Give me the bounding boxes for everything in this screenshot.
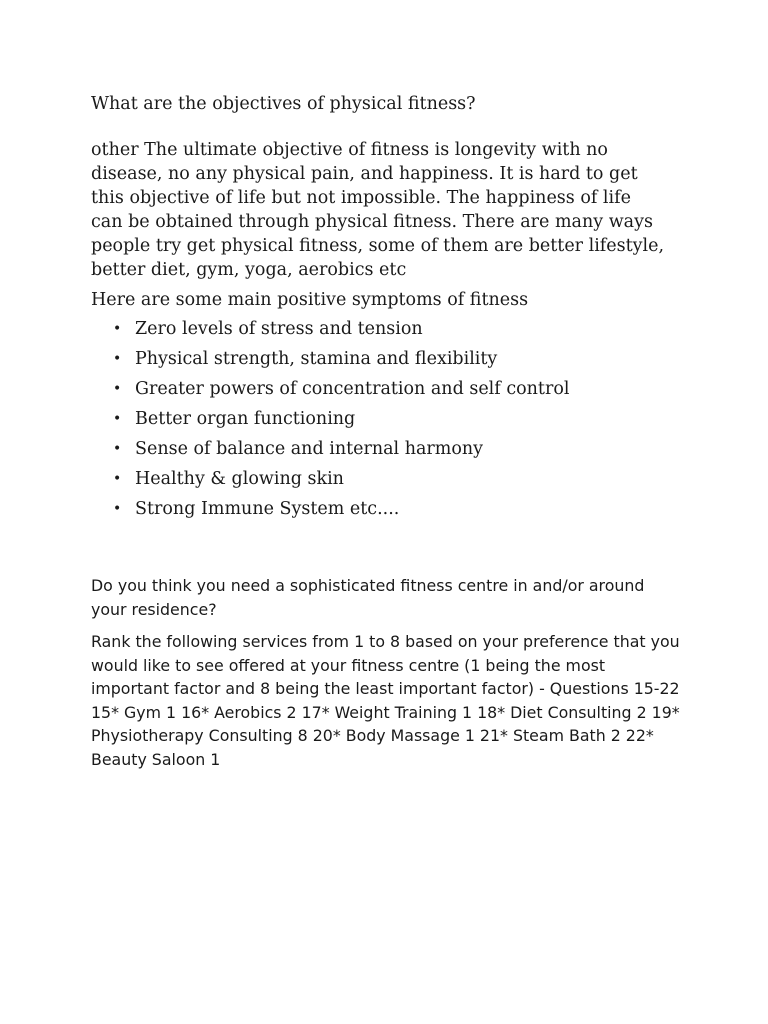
list-item-text: Strong Immune System etc....: [135, 499, 400, 519]
bullet-icon: •: [113, 381, 122, 397]
list-item: [91, 494, 691, 524]
survey-rank-paragraph: Rank the following services from 1 to 8 based on your preference that you would like to see offered at your fitness centre (1 being the most important factor and 8 being the least important factor) - Questions 15-22 15* Gym 1 16* Aerobics 2 17* Weight Training 1 18* Diet Consulting 2 19* Physiotherapy Consulting 8 20* Body Massage 1 21* Steam Bath 2 22* Beauty Saloon 1: [91, 632, 680, 769]
list-item-text: Greater powers of concentration and self control: [135, 379, 570, 399]
bullet-icon: •: [113, 441, 122, 457]
list-item-text: Sense of balance and internal harmony: [135, 439, 484, 459]
list-item: [91, 314, 691, 344]
answer-paragraph: other The ultimate objective of fitness is longevity with no disease, no any physical pain, and happiness. It is hard to get this objective of life but not impossible. The happiness of life can be obtained through physical fitness. There are many ways people try get physical fitness, some of them are better lifestyle, better diet, gym, yoga, aerobics etc: [91, 140, 665, 280]
list-item: [91, 404, 691, 434]
question-heading: What are the objectives of physical fitness?: [91, 94, 476, 114]
bullet-icon: •: [113, 411, 122, 427]
bullet-icon: •: [113, 501, 122, 517]
list-item: [91, 374, 691, 404]
list-item: [91, 344, 691, 374]
list-item-text: Zero levels of stress and tension: [135, 319, 423, 339]
survey-question: Do you think you need a sophisticated fitness centre in and/or around your residence?: [91, 576, 645, 619]
bullet-icon: •: [113, 321, 122, 337]
list-item: [91, 434, 691, 464]
document-page: [91, 92, 691, 771]
symptoms-intro: Here are some main positive symptoms of fitness: [91, 290, 529, 310]
symptoms-list: [91, 314, 691, 524]
bullet-icon: •: [113, 351, 122, 367]
list-item: [91, 464, 691, 494]
list-item-text: Better organ functioning: [135, 409, 356, 429]
list-item-text: Physical strength, stamina and flexibility: [135, 349, 498, 369]
list-item-text: Healthy & glowing skin: [135, 469, 344, 489]
bullet-icon: •: [113, 471, 122, 487]
